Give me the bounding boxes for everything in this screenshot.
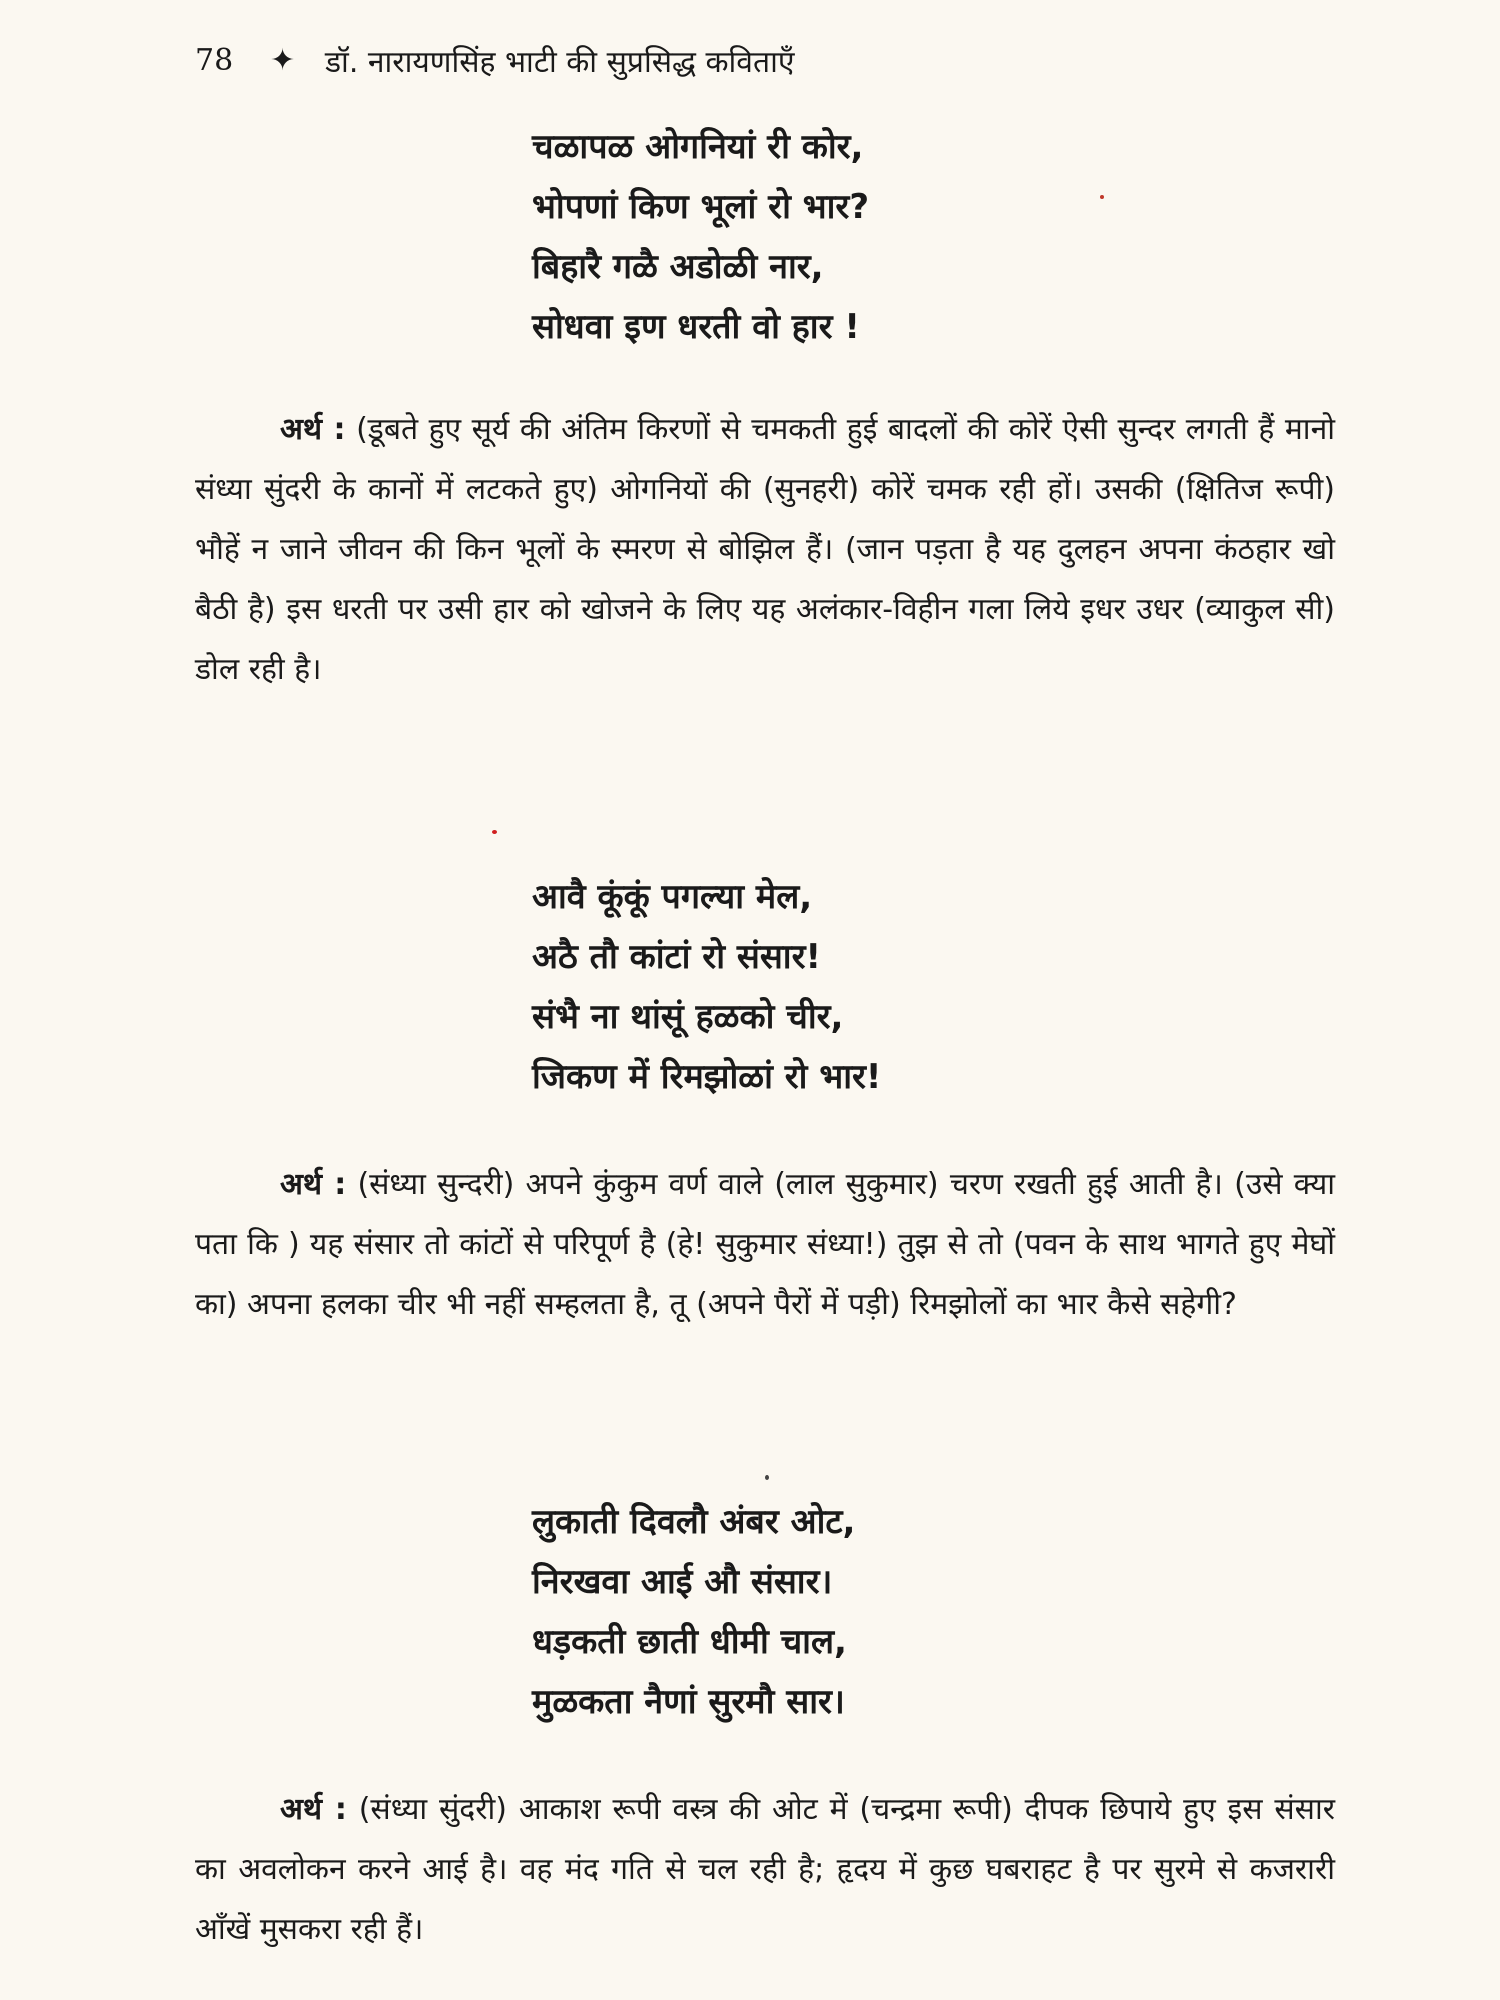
verse-stanza-1: [532, 127, 1032, 370]
verse-line: चळापळ ओगनियां री कोर,: [532, 127, 864, 167]
verse-line: सोधवा इण धरती वो हार !: [532, 307, 860, 347]
meaning-paragraph-3: [195, 1780, 1335, 1960]
page-header: [195, 36, 1345, 84]
meaning-paragraph-1: [195, 400, 1335, 700]
meaning-text: (संध्या सुन्दरी) अपने कुंकुम वर्ण वाले (लाल सुकुमार) चरण रखती हुई आती है। (उसे क्या पता कि ) यह संसार तो कांटों से परिपूर्ण है (हे! सुकुमार संध्या!) तुझ से तो (पवन के साथ भागते हुए मेघों का) अपना हलका चीर भी नहीं सम्हलता है, तू (अपने पैरों में पड़ी) रिमझोलों का भार कैसे सहेगी?: [195, 1167, 1335, 1322]
meaning-label: अर्थ :: [280, 412, 346, 447]
verse-line: संभै ना थांसूं हळको चीर,: [532, 997, 844, 1037]
verse-line: निरखवा आई औ संसार।: [532, 1562, 833, 1602]
meaning-text: (डूबते हुए सूर्य की अंतिम किरणों से चमकती हुई बादलों की कोरें ऐसी सुन्दर लगती हैं मानो संध्या सुंदरी के कानों में लटकते हुए) ओगनियों की (सुनहरी) कोरें चमक रही हों। उसकी (क्षितिज रूपी) भौहें न जाने जीवन की किन भूलों के स्मरण से बोझिल हैं। (जान पड़ता है यह दुलहन अपना कंठहार खो बैठी है) इस धरती पर उसी हार को खोजने के लिए यह अलंकार-विहीन गला लिये इधर उधर (व्याकुल सी) डोल रही है।: [195, 412, 1335, 687]
verse-line: बिहारै गळै अडोळी नार,: [532, 247, 824, 287]
verse-stanza-3: [532, 1502, 1032, 1745]
meaning-label: अर्थ :: [280, 1167, 347, 1202]
meaning-paragraph-2: [195, 1155, 1335, 1335]
ink-speck: [492, 830, 497, 834]
meaning-label: अर्थ :: [280, 1792, 347, 1827]
meaning-text: (संध्या सुंदरी) आकाश रूपी वस्त्र की ओट में (चन्द्रमा रूपी) दीपक छिपाये हुए इस संसार का अवलोकन करने आई है। वह मंद गति से चल रही है; हृदय में कुछ घबराहट है पर सुरमे से कजरारी आँखें मुसकरा रही हैं।: [195, 1792, 1335, 1947]
verse-line: धड़कती छाती धीमी चाल,: [532, 1622, 847, 1662]
verse-line: अठै तौ कांटां रो संसार!: [532, 937, 822, 977]
ink-speck: [765, 1475, 769, 1480]
verse-line: भोपणां किण भूलां रो भार?: [532, 187, 870, 227]
verse-line: आवै कूंकूं पगल्या मेल,: [532, 877, 813, 917]
verse-line: लुकाती दिवलौ अंबर ओट,: [532, 1502, 856, 1542]
verse-stanza-2: [532, 877, 1032, 1120]
page-number: 78: [195, 42, 234, 78]
verse-line: जिकण में रिमझोळां रो भार!: [532, 1057, 882, 1097]
ink-speck: [1100, 195, 1104, 199]
four-point-star-icon: ✦: [270, 42, 296, 78]
verse-line: मुळकता नैणां सुरमौ सार।: [532, 1682, 845, 1722]
running-title: डॉ. नारायणसिंह भाटी की सुप्रसिद्ध कविताएँ: [325, 44, 795, 80]
